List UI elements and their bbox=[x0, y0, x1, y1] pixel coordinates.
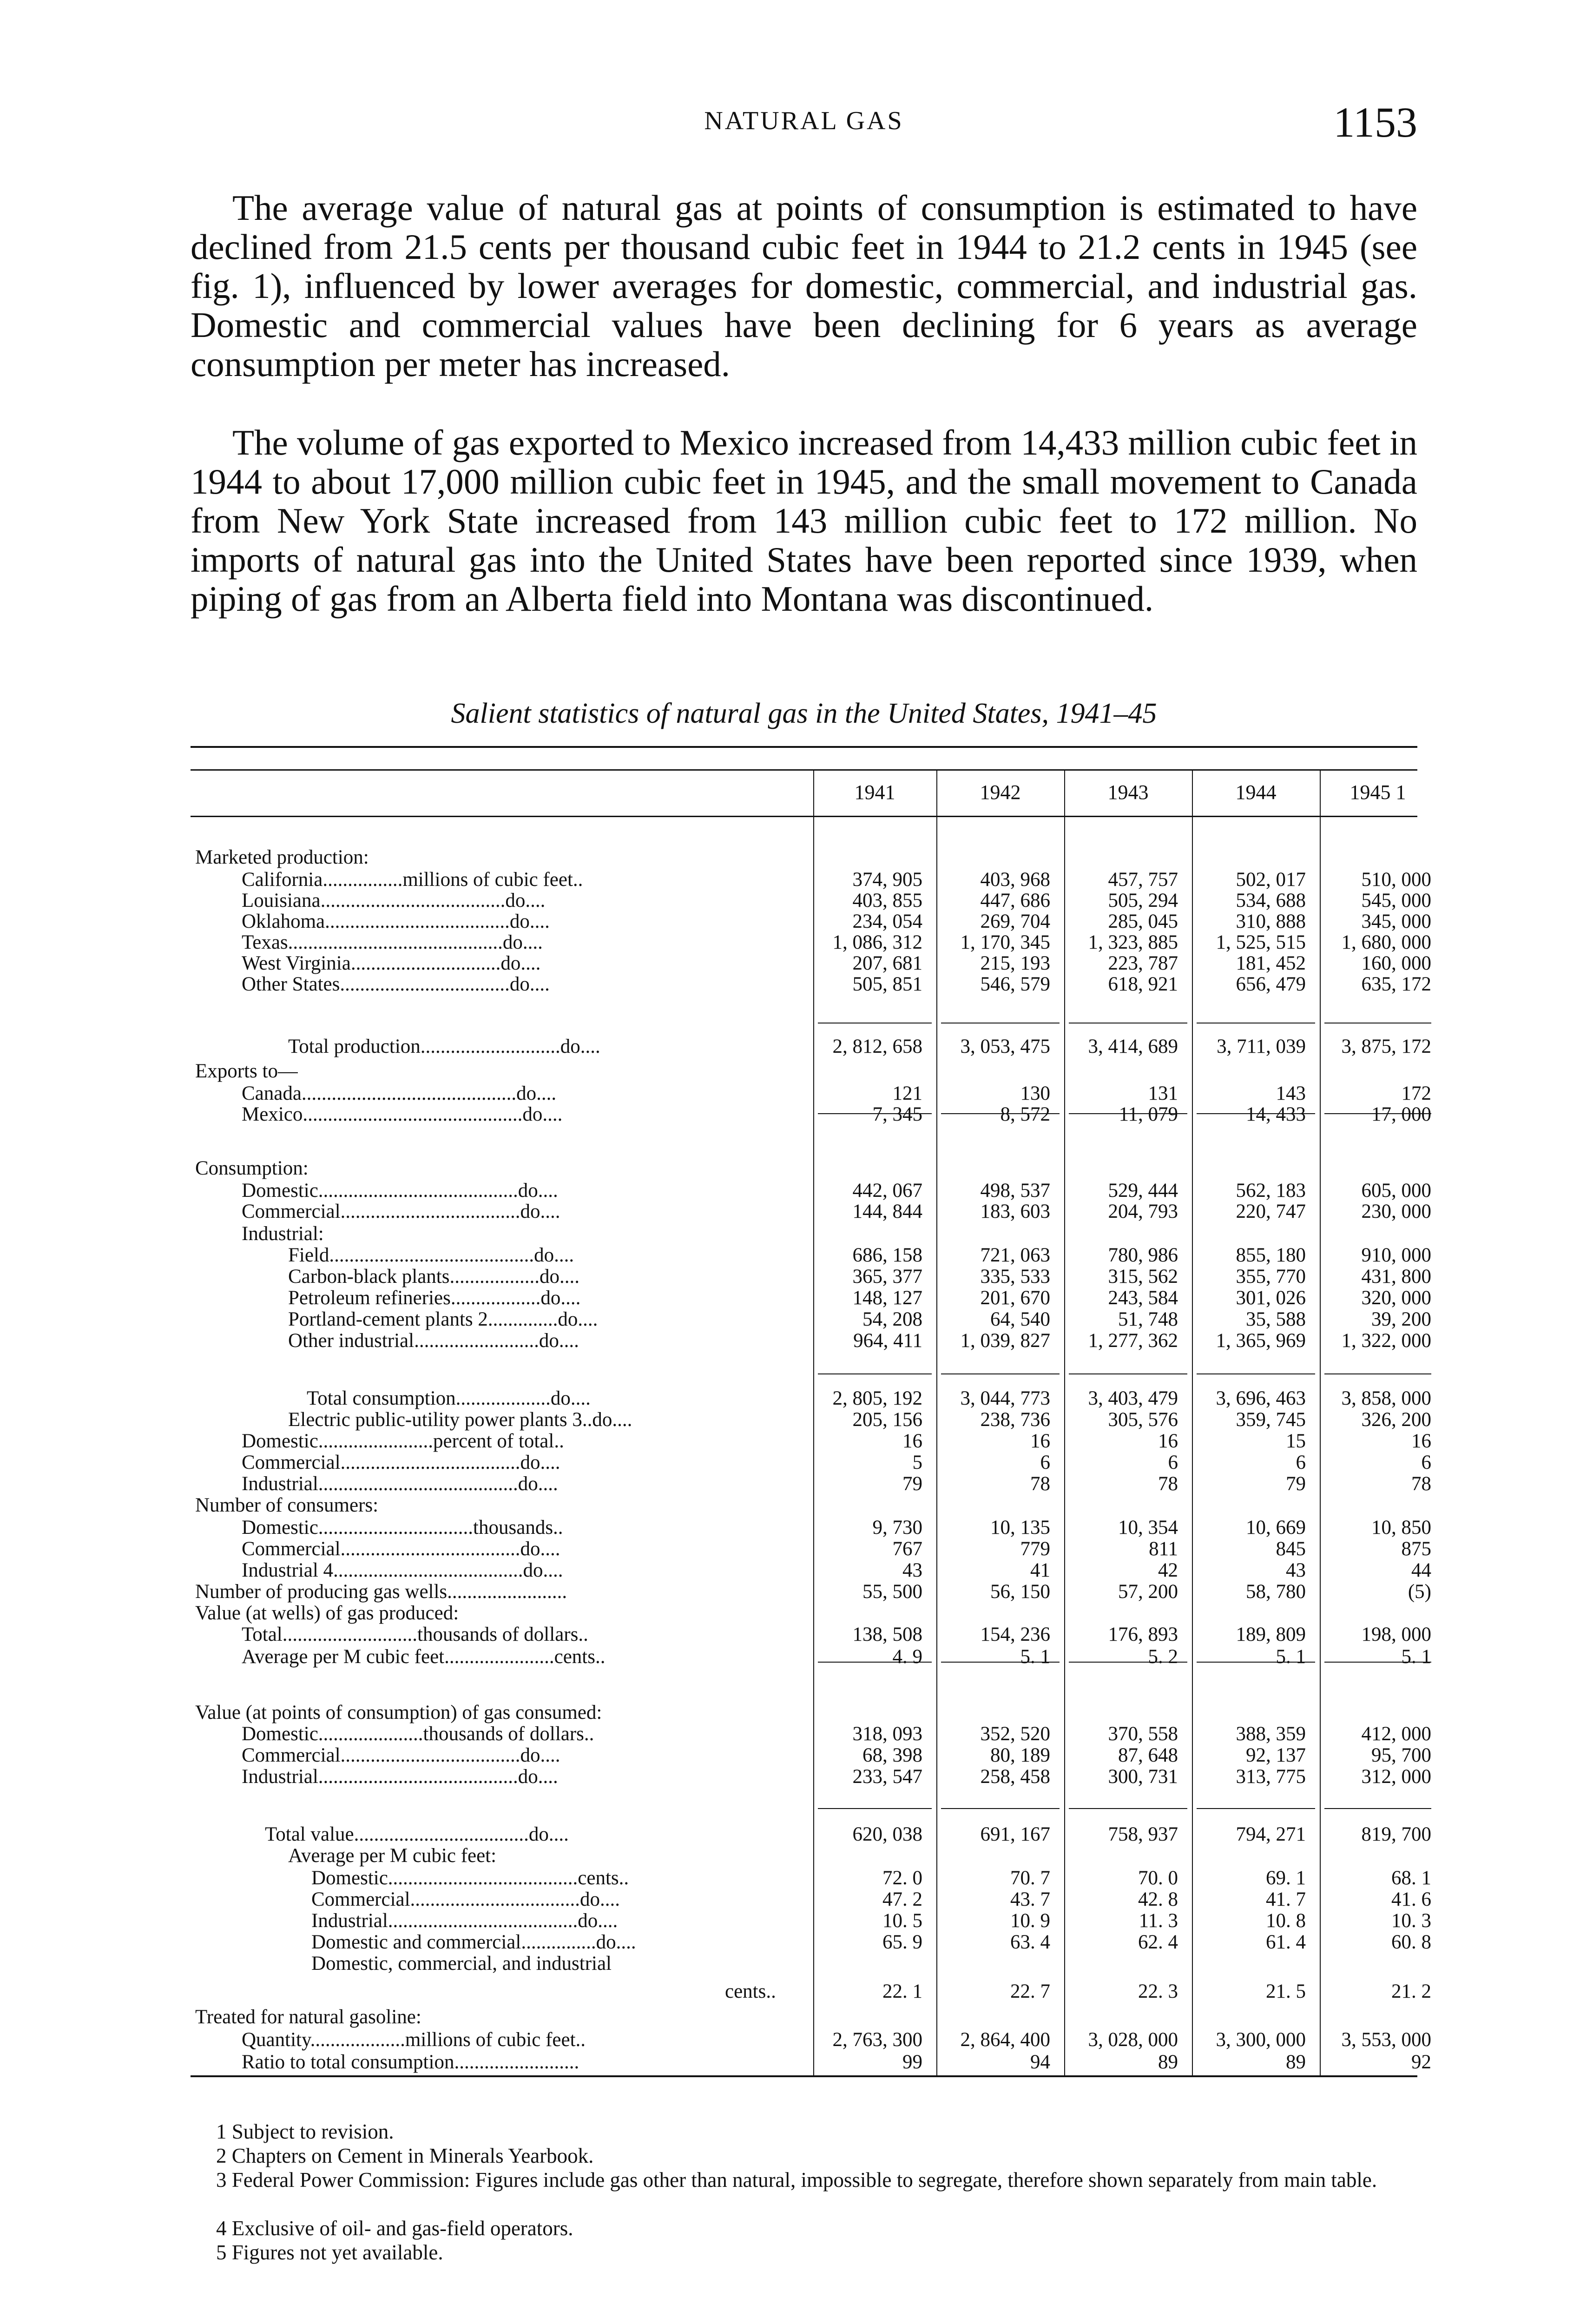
total-rule bbox=[1324, 1373, 1431, 1374]
table-cell: 1, 086, 312 bbox=[832, 931, 922, 953]
table-cell: 819, 700 bbox=[1361, 1823, 1431, 1845]
table-cell: 1, 170, 345 bbox=[960, 931, 1050, 953]
table-cell: 5. 1 bbox=[1020, 1646, 1050, 1668]
column-separator bbox=[936, 769, 937, 2075]
table-cell: 94 bbox=[1030, 2051, 1050, 2073]
row-label: Field.........................................do.... bbox=[288, 1244, 574, 1266]
row-label: Total value...................................do.... bbox=[265, 1823, 569, 1845]
table-cell: 964, 411 bbox=[853, 1330, 922, 1352]
row-label: Domestic, commercial, and industrial bbox=[311, 1953, 612, 1974]
table-cell: 11. 3 bbox=[1139, 1910, 1178, 1932]
table-cell: 172 bbox=[1401, 1083, 1431, 1104]
table-cell: 160, 000 bbox=[1361, 952, 1431, 974]
table-cell: 92 bbox=[1411, 2051, 1431, 2073]
row-label: Domestic and commercial...............do.... bbox=[311, 1931, 636, 1953]
table-cell: 1, 323, 885 bbox=[1088, 931, 1178, 953]
table-cell: 3, 044, 773 bbox=[960, 1387, 1050, 1409]
table-cell: 42. 8 bbox=[1138, 1888, 1178, 1910]
table-cell: 205, 156 bbox=[852, 1409, 922, 1431]
table-cell: 3, 300, 000 bbox=[1216, 2029, 1306, 2051]
table-cell: 43. 7 bbox=[1010, 1888, 1050, 1910]
row-label: Treated for natural gasoline: bbox=[195, 2006, 421, 2028]
table-cell: 56, 150 bbox=[990, 1581, 1050, 1603]
table-cell: 721, 063 bbox=[980, 1244, 1050, 1266]
table-cell: 70. 7 bbox=[1010, 1867, 1050, 1889]
row-label: Mexico............................................do.... bbox=[242, 1103, 563, 1125]
table-cell: 562, 183 bbox=[1236, 1180, 1306, 1202]
table-cell: 502, 017 bbox=[1236, 869, 1306, 891]
row-label: Value (at points of consumption) of gas consumed: bbox=[195, 1702, 602, 1723]
table-top-rule bbox=[191, 746, 1417, 748]
table-cell: 16 bbox=[1158, 1430, 1178, 1452]
table-cell: 510, 000 bbox=[1361, 869, 1431, 891]
row-label: Industrial......................................do.... bbox=[311, 1910, 618, 1932]
footnote: 2 Chapters on Cement in Minerals Yearbook. bbox=[216, 2144, 594, 2167]
table-cell: 78 bbox=[1158, 1473, 1178, 1495]
row-label: Other industrial.........................do.... bbox=[288, 1330, 579, 1352]
table-cell: 21. 5 bbox=[1266, 1981, 1306, 2002]
row-label: California................millions of cubic feet.. bbox=[242, 869, 583, 891]
table-cell: 10. 3 bbox=[1391, 1910, 1431, 1932]
row-label: Electric public-utility power plants 3..do.... bbox=[288, 1409, 632, 1431]
total-rule bbox=[1069, 1808, 1187, 1809]
table-cell: 233, 547 bbox=[852, 1766, 922, 1788]
table-cell: 301, 026 bbox=[1236, 1287, 1306, 1309]
table-caption: Salient statistics of natural gas in the United States, 1941–45 bbox=[451, 698, 1157, 729]
table-cell: 388, 359 bbox=[1236, 1723, 1306, 1745]
table-cell: 635, 172 bbox=[1361, 973, 1431, 995]
table-cell: 546, 579 bbox=[980, 973, 1050, 995]
table-cell: 154, 236 bbox=[980, 1624, 1050, 1645]
row-label: Carbon-black plants..................do.... bbox=[288, 1266, 579, 1287]
row-label: Average per M cubic feet......................cents.. bbox=[242, 1646, 606, 1668]
row-label: Texas...........................................do.... bbox=[242, 931, 543, 953]
total-rule bbox=[1069, 1373, 1187, 1374]
table-cell: 605, 000 bbox=[1361, 1180, 1431, 1202]
table-cell: 43 bbox=[902, 1559, 922, 1581]
table-cell: 442, 067 bbox=[852, 1180, 922, 1202]
table-cell: 99 bbox=[902, 2051, 922, 2073]
table-cell: 3, 553, 000 bbox=[1341, 2029, 1431, 2051]
table-cell: 138, 508 bbox=[852, 1624, 922, 1645]
table-cell: 87, 648 bbox=[1118, 1744, 1178, 1766]
table-cell: 335, 533 bbox=[980, 1266, 1050, 1287]
table-cell: 15 bbox=[1286, 1430, 1306, 1452]
table-cell: 68. 1 bbox=[1391, 1867, 1431, 1889]
table-cell: 3, 875, 172 bbox=[1341, 1036, 1431, 1057]
table-cell: 68, 398 bbox=[862, 1744, 922, 1766]
row-label: Louisiana.....................................do.... bbox=[242, 890, 546, 911]
table-cell: 70. 0 bbox=[1138, 1867, 1178, 1889]
row-label: Ratio to total consumption......................... bbox=[242, 2051, 579, 2073]
table-cell: 318, 093 bbox=[852, 1723, 922, 1745]
table-cell: 431, 800 bbox=[1361, 1266, 1431, 1287]
table-cell: 10, 135 bbox=[990, 1517, 1050, 1538]
table-cell: 201, 670 bbox=[980, 1287, 1050, 1309]
table-cell: 370, 558 bbox=[1108, 1723, 1178, 1745]
table-cell: 72. 0 bbox=[882, 1867, 922, 1889]
total-rule bbox=[1197, 1808, 1315, 1809]
column-header: 1943 bbox=[1107, 781, 1149, 804]
table-cell: 2, 864, 400 bbox=[960, 2029, 1050, 2051]
row-label: Quantity...................millions of cubic feet.. bbox=[242, 2029, 586, 2051]
table-cell: 6 bbox=[1168, 1452, 1178, 1473]
table-cell: 121 bbox=[892, 1083, 922, 1104]
table-cell: 355, 770 bbox=[1236, 1266, 1306, 1287]
table-cell: 130 bbox=[1020, 1083, 1050, 1104]
table-cell: 131 bbox=[1148, 1083, 1178, 1104]
table-cell: 758, 937 bbox=[1108, 1823, 1178, 1845]
table-cell: 62. 4 bbox=[1138, 1931, 1178, 1953]
row-label: Commercial....................................do.... bbox=[242, 1201, 560, 1222]
table-cell: 326, 200 bbox=[1361, 1409, 1431, 1431]
table-cell: 1, 680, 000 bbox=[1341, 931, 1431, 953]
row-label: Domestic.......................percent of total.. bbox=[242, 1430, 564, 1452]
table-cell: 910, 000 bbox=[1361, 1244, 1431, 1266]
table-cell: 315, 562 bbox=[1108, 1266, 1178, 1287]
table-cell: 10. 8 bbox=[1266, 1910, 1306, 1932]
table-cell: 811 bbox=[1149, 1538, 1178, 1560]
table-cell: 64, 540 bbox=[990, 1308, 1050, 1330]
table-cell: 1, 525, 515 bbox=[1216, 931, 1306, 953]
total-rule bbox=[1197, 1373, 1315, 1374]
table-cell: 207, 681 bbox=[852, 952, 922, 974]
table-cell: 534, 688 bbox=[1236, 890, 1306, 911]
table-cell: 230, 000 bbox=[1361, 1201, 1431, 1222]
row-label: Commercial....................................do.... bbox=[242, 1452, 560, 1473]
table-cell: 767 bbox=[892, 1538, 922, 1560]
row-label: Canada...........................................do.... bbox=[242, 1083, 557, 1104]
table-cell: 215, 193 bbox=[980, 952, 1050, 974]
table-cell: 16 bbox=[1030, 1430, 1050, 1452]
table-cell: 345, 000 bbox=[1361, 911, 1431, 932]
table-cell: 779 bbox=[1020, 1538, 1050, 1560]
row-label: Marketed production: bbox=[195, 846, 369, 868]
table-cell: 44 bbox=[1411, 1559, 1431, 1581]
total-rule bbox=[941, 1808, 1060, 1809]
table-cell: 620, 038 bbox=[852, 1823, 922, 1845]
table-cell: 78 bbox=[1411, 1473, 1431, 1495]
total-rule bbox=[941, 1373, 1060, 1374]
table-cell: 181, 452 bbox=[1236, 952, 1306, 974]
table-cell: 43 bbox=[1286, 1559, 1306, 1581]
table-cell: 80, 189 bbox=[990, 1744, 1050, 1766]
table-cell: 285, 045 bbox=[1108, 911, 1178, 932]
table-cell: 412, 000 bbox=[1361, 1723, 1431, 1745]
table-cell: 10. 9 bbox=[1010, 1910, 1050, 1932]
table-cell: 243, 584 bbox=[1108, 1287, 1178, 1309]
row-label: Other States..................................do.... bbox=[242, 973, 550, 995]
total-rule bbox=[818, 1373, 932, 1374]
table-cell: 223, 787 bbox=[1108, 952, 1178, 974]
table-cell: 656, 479 bbox=[1236, 973, 1306, 995]
table-cell: 5 bbox=[912, 1452, 922, 1473]
table-cell: 8, 572 bbox=[1000, 1103, 1050, 1125]
table-cell: 51, 748 bbox=[1118, 1308, 1178, 1330]
table-cell: 57, 200 bbox=[1118, 1581, 1178, 1603]
table-cell: 3, 711, 039 bbox=[1217, 1036, 1306, 1057]
table-cell: 220, 747 bbox=[1236, 1201, 1306, 1222]
column-separator bbox=[813, 769, 814, 2075]
table-cell: 6 bbox=[1040, 1452, 1050, 1473]
table-cell: 686, 158 bbox=[852, 1244, 922, 1266]
table-cell: 10, 850 bbox=[1371, 1517, 1431, 1538]
table-cell: 780, 986 bbox=[1108, 1244, 1178, 1266]
table-cell: 365, 377 bbox=[852, 1266, 922, 1287]
table-cell: 79 bbox=[902, 1473, 922, 1495]
row-label: Industrial........................................do.... bbox=[242, 1766, 558, 1788]
row-label: Total consumption...................do.... bbox=[307, 1387, 591, 1409]
row-label: Total...........................thousands of dollars.. bbox=[242, 1624, 588, 1645]
table-cell: 3, 403, 479 bbox=[1088, 1387, 1178, 1409]
table-cell: 3, 858, 000 bbox=[1341, 1387, 1431, 1409]
row-label: Average per M cubic feet: bbox=[288, 1845, 497, 1867]
row-label: Domestic.....................thousands of dollars.. bbox=[242, 1723, 594, 1745]
table-cell: 359, 745 bbox=[1236, 1409, 1306, 1431]
table-cell: 447, 686 bbox=[980, 890, 1050, 911]
table-cell: 16 bbox=[1411, 1430, 1431, 1452]
table-cell: 3, 414, 689 bbox=[1088, 1036, 1178, 1057]
table-cell: 143 bbox=[1276, 1083, 1306, 1104]
table-cell: 374, 905 bbox=[852, 869, 922, 891]
table-header-bottom-rule bbox=[191, 816, 1417, 817]
table-cell: 183, 603 bbox=[980, 1201, 1050, 1222]
footnote: 4 Exclusive of oil- and gas-field operators. bbox=[216, 2217, 573, 2240]
table-cell: 39, 200 bbox=[1371, 1308, 1431, 1330]
table-cell: 60. 8 bbox=[1391, 1931, 1431, 1953]
table-cell: 189, 809 bbox=[1236, 1624, 1306, 1645]
table-cell: 69. 1 bbox=[1266, 1867, 1306, 1889]
table-cell: 10, 354 bbox=[1118, 1517, 1178, 1538]
table-cell: 545, 000 bbox=[1361, 890, 1431, 911]
table-cell: 11, 079 bbox=[1119, 1103, 1178, 1125]
table-cell: 204, 793 bbox=[1108, 1201, 1178, 1222]
table-cell: 691, 167 bbox=[980, 1823, 1050, 1845]
table-cell: 5. 2 bbox=[1148, 1646, 1178, 1668]
table-cell: 300, 731 bbox=[1108, 1766, 1178, 1788]
footnote: 5 Figures not yet available. bbox=[216, 2241, 443, 2264]
row-label: Number of producing gas wells........................ bbox=[195, 1581, 567, 1603]
table-cell: 176, 893 bbox=[1108, 1624, 1178, 1645]
table-cell: 47. 2 bbox=[882, 1888, 922, 1910]
row-label: Exports to— bbox=[195, 1060, 298, 1082]
table-cell: 320, 000 bbox=[1361, 1287, 1431, 1309]
table-cell: 1, 322, 000 bbox=[1341, 1330, 1431, 1352]
table-cell: 16 bbox=[902, 1430, 922, 1452]
footnote: 3 Federal Power Commission: Figures include gas other than natural, impossible to segregate, therefore shown separately from main table. bbox=[216, 2168, 1377, 2192]
table-cell: 258, 458 bbox=[980, 1766, 1050, 1788]
table-cell: 65. 9 bbox=[882, 1931, 922, 1953]
row-label: Value (at wells) of gas produced: bbox=[195, 1602, 459, 1624]
table-cell: 3, 028, 000 bbox=[1088, 2029, 1178, 2051]
table-cell: 41. 6 bbox=[1391, 1888, 1431, 1910]
table-cell: 2, 812, 658 bbox=[832, 1036, 922, 1057]
table-cell: 5. 1 bbox=[1276, 1646, 1306, 1668]
row-label: Petroleum refineries..................do.... bbox=[288, 1287, 581, 1309]
table-cell: 618, 921 bbox=[1108, 973, 1178, 995]
table-cell: 22. 7 bbox=[1010, 1981, 1050, 2002]
table-cell: 3, 696, 463 bbox=[1216, 1387, 1306, 1409]
paragraph-exports: The volume of gas exported to Mexico increased from 14,433 million cubic feet in 1944 to about 17,000 million cubic feet in 1945, and the small movement to Canada from New York State increased from 143 million cubic feet to 172 million. No imports of natural gas into the United States have been reported since 1939, when piping of gas from an Alberta field into Montana was discontinued. bbox=[191, 423, 1417, 619]
table-cell: 238, 736 bbox=[980, 1409, 1050, 1431]
table-cell: 63. 4 bbox=[1010, 1931, 1050, 1953]
row-label: Commercial....................................do.... bbox=[242, 1538, 560, 1560]
total-rule bbox=[1324, 1808, 1431, 1809]
row-label: Industrial........................................do.... bbox=[242, 1473, 558, 1495]
table-cell: 42 bbox=[1158, 1559, 1178, 1581]
row-label: Domestic........................................do.... bbox=[242, 1180, 558, 1202]
table-cell: 79 bbox=[1286, 1473, 1306, 1495]
table-cell: 35, 588 bbox=[1246, 1308, 1306, 1330]
table-cell: 855, 180 bbox=[1236, 1244, 1306, 1266]
table-cell: 10, 669 bbox=[1246, 1517, 1306, 1538]
column-separator bbox=[1192, 769, 1193, 2075]
table-cell: 305, 576 bbox=[1108, 1409, 1178, 1431]
table-cell: 10. 5 bbox=[882, 1910, 922, 1932]
table-cell: 17, 000 bbox=[1371, 1103, 1431, 1125]
column-separator bbox=[1064, 769, 1065, 2075]
table-cell: 505, 851 bbox=[852, 973, 922, 995]
row-label: Oklahoma.....................................do.... bbox=[242, 911, 550, 932]
table-cell: 505, 294 bbox=[1108, 890, 1178, 911]
column-separator bbox=[1320, 769, 1321, 2075]
column-header: 1942 bbox=[980, 781, 1021, 804]
table-cell: 58, 780 bbox=[1246, 1581, 1306, 1603]
table-cell: 529, 444 bbox=[1108, 1180, 1178, 1202]
row-label: Commercial..................................do.... bbox=[311, 1888, 620, 1910]
table-cell: 148, 127 bbox=[852, 1287, 922, 1309]
table-cell: 41. 7 bbox=[1266, 1888, 1306, 1910]
row-label: Number of consumers: bbox=[195, 1494, 379, 1516]
row-label: Industrial: bbox=[242, 1223, 324, 1245]
table-cell: 457, 757 bbox=[1108, 869, 1178, 891]
column-header: 1945 1 bbox=[1349, 781, 1406, 804]
table-cell: 54, 208 bbox=[862, 1308, 922, 1330]
table-cell: 403, 855 bbox=[852, 890, 922, 911]
row-label: Commercial....................................do.... bbox=[242, 1744, 560, 1766]
row-label: cents.. bbox=[725, 1981, 776, 2002]
table-cell: 5. 1 bbox=[1401, 1646, 1431, 1668]
table-cell: 313, 775 bbox=[1236, 1766, 1306, 1788]
row-label: Domestic...............................thousands.. bbox=[242, 1517, 563, 1538]
page-number: 1153 bbox=[1333, 99, 1417, 146]
table-cell: 845 bbox=[1276, 1538, 1306, 1560]
column-header: 1944 bbox=[1235, 781, 1277, 804]
table-cell: 3, 053, 475 bbox=[960, 1036, 1050, 1057]
table-cell: 14, 433 bbox=[1246, 1103, 1306, 1125]
table-cell: 95, 700 bbox=[1371, 1744, 1431, 1766]
table-cell: 41 bbox=[1030, 1559, 1050, 1581]
table-cell: 55, 500 bbox=[862, 1581, 922, 1603]
table-cell: 89 bbox=[1286, 2051, 1306, 2073]
table-cell: 78 bbox=[1030, 1473, 1050, 1495]
table-cell: 498, 537 bbox=[980, 1180, 1050, 1202]
table-cell: 1, 365, 969 bbox=[1216, 1330, 1306, 1352]
table-cell: 89 bbox=[1158, 2051, 1178, 2073]
table-cell: 1, 039, 827 bbox=[960, 1330, 1050, 1352]
row-label: Portland-cement plants 2..............do.... bbox=[288, 1308, 598, 1330]
table-cell: 403, 968 bbox=[980, 869, 1050, 891]
table-cell: 6 bbox=[1421, 1452, 1431, 1473]
table-cell: 9, 730 bbox=[872, 1517, 922, 1538]
table-cell: 7, 345 bbox=[872, 1103, 922, 1125]
table-cell: 22. 1 bbox=[882, 1981, 922, 2002]
table-cell: 1, 277, 362 bbox=[1088, 1330, 1178, 1352]
table-cell: 310, 888 bbox=[1236, 911, 1306, 932]
table-cell: 269, 704 bbox=[980, 911, 1050, 932]
column-header: 1941 bbox=[854, 781, 895, 804]
table-cell: 312, 000 bbox=[1361, 1766, 1431, 1788]
table-cell: 144, 844 bbox=[852, 1201, 922, 1222]
table-cell: 6 bbox=[1296, 1452, 1306, 1473]
row-label: West Virginia..............................do.... bbox=[242, 952, 541, 974]
table-cell: 2, 805, 192 bbox=[832, 1387, 922, 1409]
table-cell: 4. 9 bbox=[892, 1646, 922, 1668]
row-label: Industrial 4......................................do.... bbox=[242, 1559, 563, 1581]
running-title: NATURAL GAS bbox=[704, 106, 904, 135]
table-bottom-rule bbox=[191, 2075, 1417, 2077]
footnote: 1 Subject to revision. bbox=[216, 2120, 394, 2143]
row-label: Domestic......................................cents.. bbox=[311, 1867, 629, 1889]
table-cell: 61. 4 bbox=[1266, 1931, 1306, 1953]
page-header bbox=[191, 98, 1417, 153]
table-cell: 21. 2 bbox=[1391, 1981, 1431, 2002]
table-cell: 794, 271 bbox=[1236, 1823, 1306, 1845]
table-cell: 2, 763, 300 bbox=[832, 2029, 922, 2051]
table-cell: 234, 054 bbox=[852, 911, 922, 932]
total-rule bbox=[818, 1808, 932, 1809]
table-cell: 22. 3 bbox=[1138, 1981, 1178, 2002]
table-cell: (5) bbox=[1408, 1581, 1431, 1603]
table-cell: 875 bbox=[1401, 1538, 1431, 1560]
table-cell: 352, 520 bbox=[980, 1723, 1050, 1745]
table-cell: 92, 137 bbox=[1246, 1744, 1306, 1766]
paragraph-average-value: The average value of natural gas at points of consumption is estimated to have declined from 21.5 cents per thousand cubic feet in 1944 to 21.2 cents in 1945 (see fig. 1), influenced by lower averages for domestic, commercial, and industrial gas. Domestic and commercial values have been declining for 6 years as average consumption per meter has increased. bbox=[191, 188, 1417, 384]
row-label: Total production............................do.... bbox=[288, 1036, 600, 1057]
table-cell: 198, 000 bbox=[1361, 1624, 1431, 1645]
row-label: Consumption: bbox=[195, 1157, 309, 1179]
